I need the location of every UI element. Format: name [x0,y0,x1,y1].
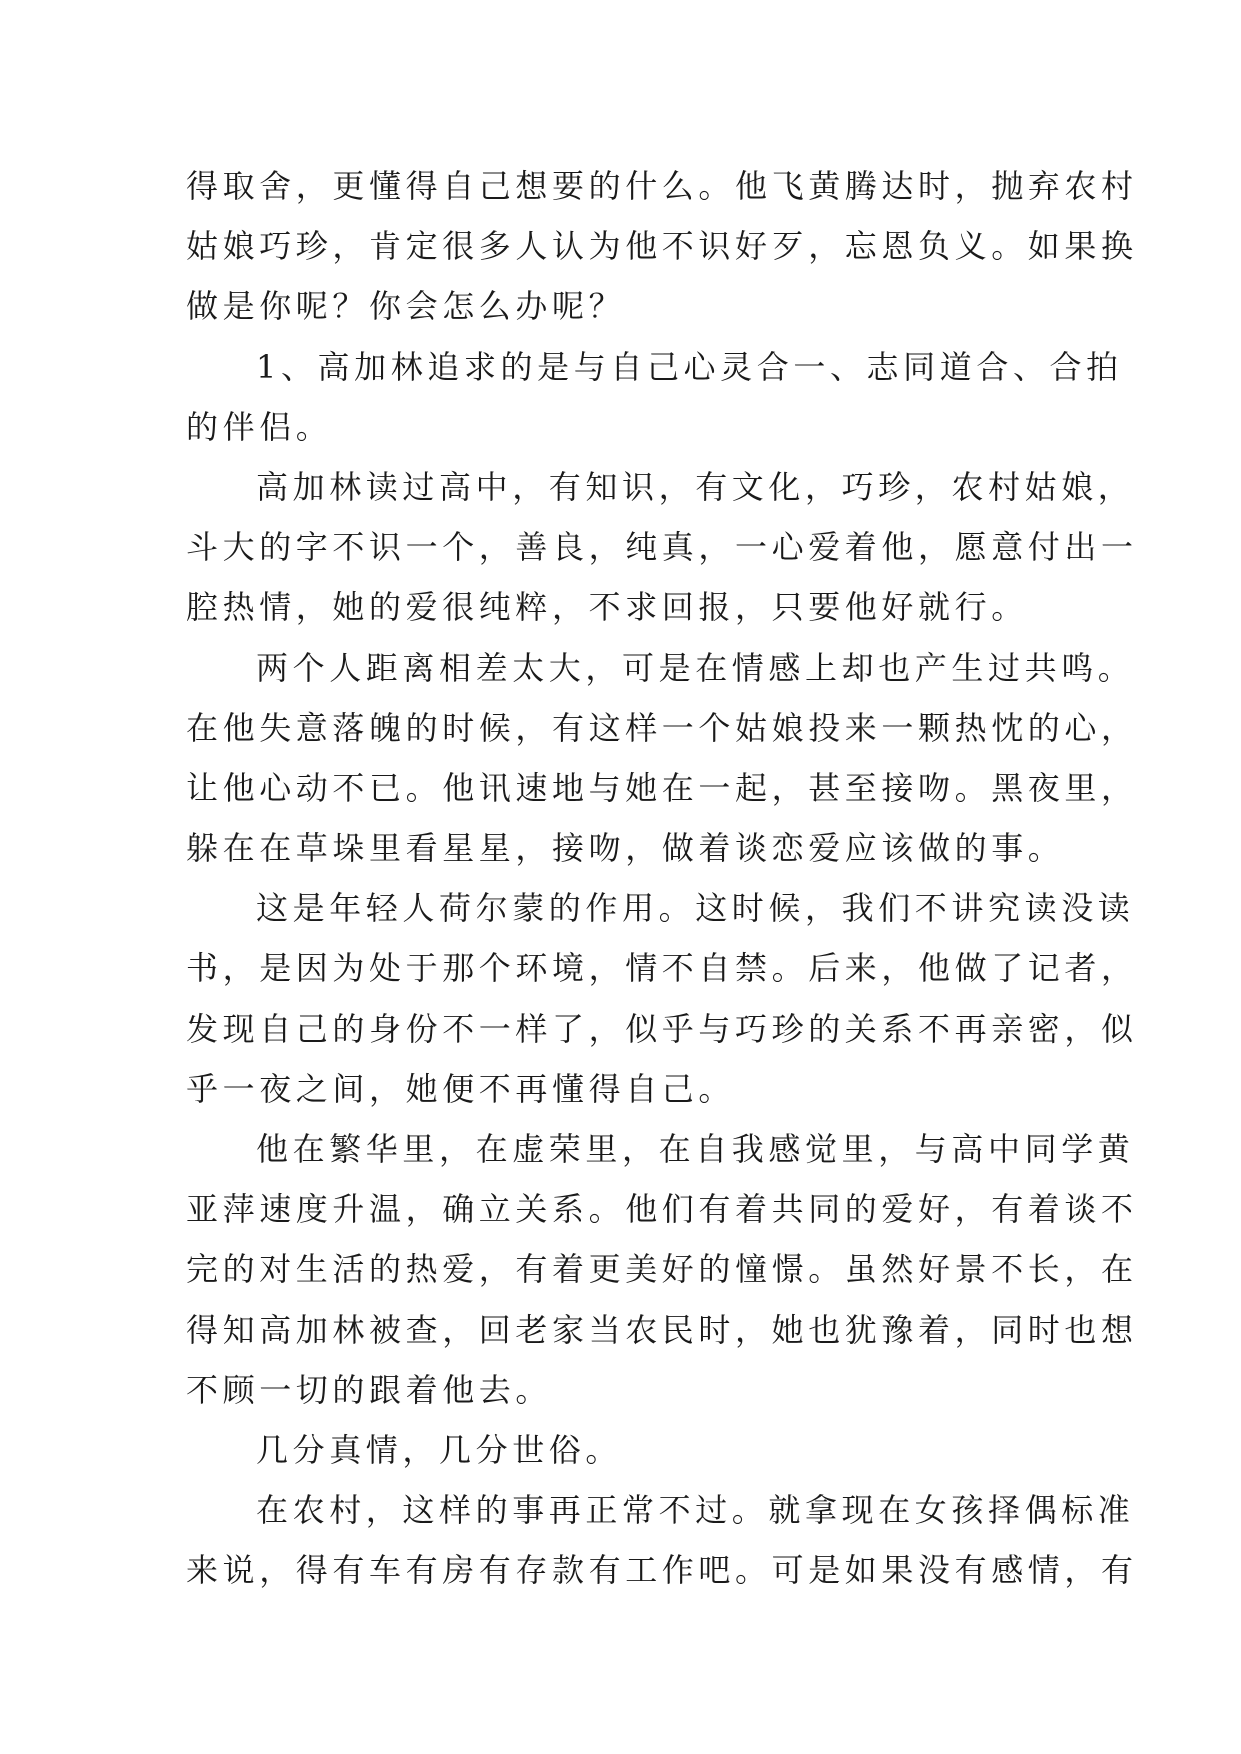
text-line: 亚萍速度升温，确立关系。他们有着共同的爱好，有着谈不 [186,1190,1138,1229]
text-line: 得知高加林被查，回老家当农民时，她也犹豫着，同时也想 [186,1310,1138,1349]
paragraph-first-line: 这是年轻人荷尔蒙的作用。这时候，我们不讲究读没读 [256,889,1135,928]
text-line: 在他失意落魄的时候，有这样一个姑娘投来一颗热忱的心， [186,708,1138,747]
text-line: 让他心动不已。他讯速地与她在一起，甚至接吻。黑夜里， [186,768,1138,807]
text-line: 腔热情，她的爱很纯粹，不求回报，只要他好就行。 [186,588,1028,627]
body-text [186,156,1138,1601]
text-line: 来说，得有车有房有存款有工作吧。可是如果没有感情，有 [186,1551,1138,1590]
text-line: 发现自己的身份不一样了，似乎与巧珍的关系不再亲密，似 [186,1009,1138,1048]
text-line: 得取舍，更懂得自己想要的什么。他飞黄腾达时，抛弃农村 [186,167,1138,205]
paragraph-first-line: 1、高加林追求的是与自己心灵合一、志同道合、合拍 [256,347,1123,386]
paragraph-first-line: 他在繁华里，在虚荣里，在自我感觉里，与高中同学黄 [256,1130,1135,1168]
text-line: 乎一夜之间，她便不再懂得自己。 [186,1069,736,1108]
paragraph-first-line: 在农村，这样的事再正常不过。就拿现在女孩择偶标准 [256,1491,1135,1530]
paragraph-first-line: 高加林读过高中，有知识，有文化，巧珍，农村姑娘， [256,467,1135,506]
text-line: 做是你呢？你会怎么办呢？ [186,287,626,326]
text-line: 躲在在草垛里看星星，接吻，做着谈恋爱应该做的事。 [186,829,1065,868]
text-line: 完的对生活的热爱，有着更美好的憧憬。虽然好景不长，在 [186,1250,1138,1289]
text-line: 书，是因为处于那个环境，情不自禁。后来，他做了记者， [186,949,1138,988]
paragraph-first-line: 几分真情，几分世俗。 [256,1430,623,1469]
text-line: 斗大的字不识一个，善良，纯真，一心爱着他，愿意付出一 [186,528,1138,567]
text-line: 姑娘巧珍，肯定很多人认为他不识好歹，忘恩负义。如果换 [186,227,1138,266]
paragraph-first-line: 两个人距离相差太大，可是在情感上却也产生过共鸣。 [256,648,1135,687]
text-line: 不顾一切的跟着他去。 [186,1370,553,1409]
text-line: 的伴侣。 [186,407,333,446]
